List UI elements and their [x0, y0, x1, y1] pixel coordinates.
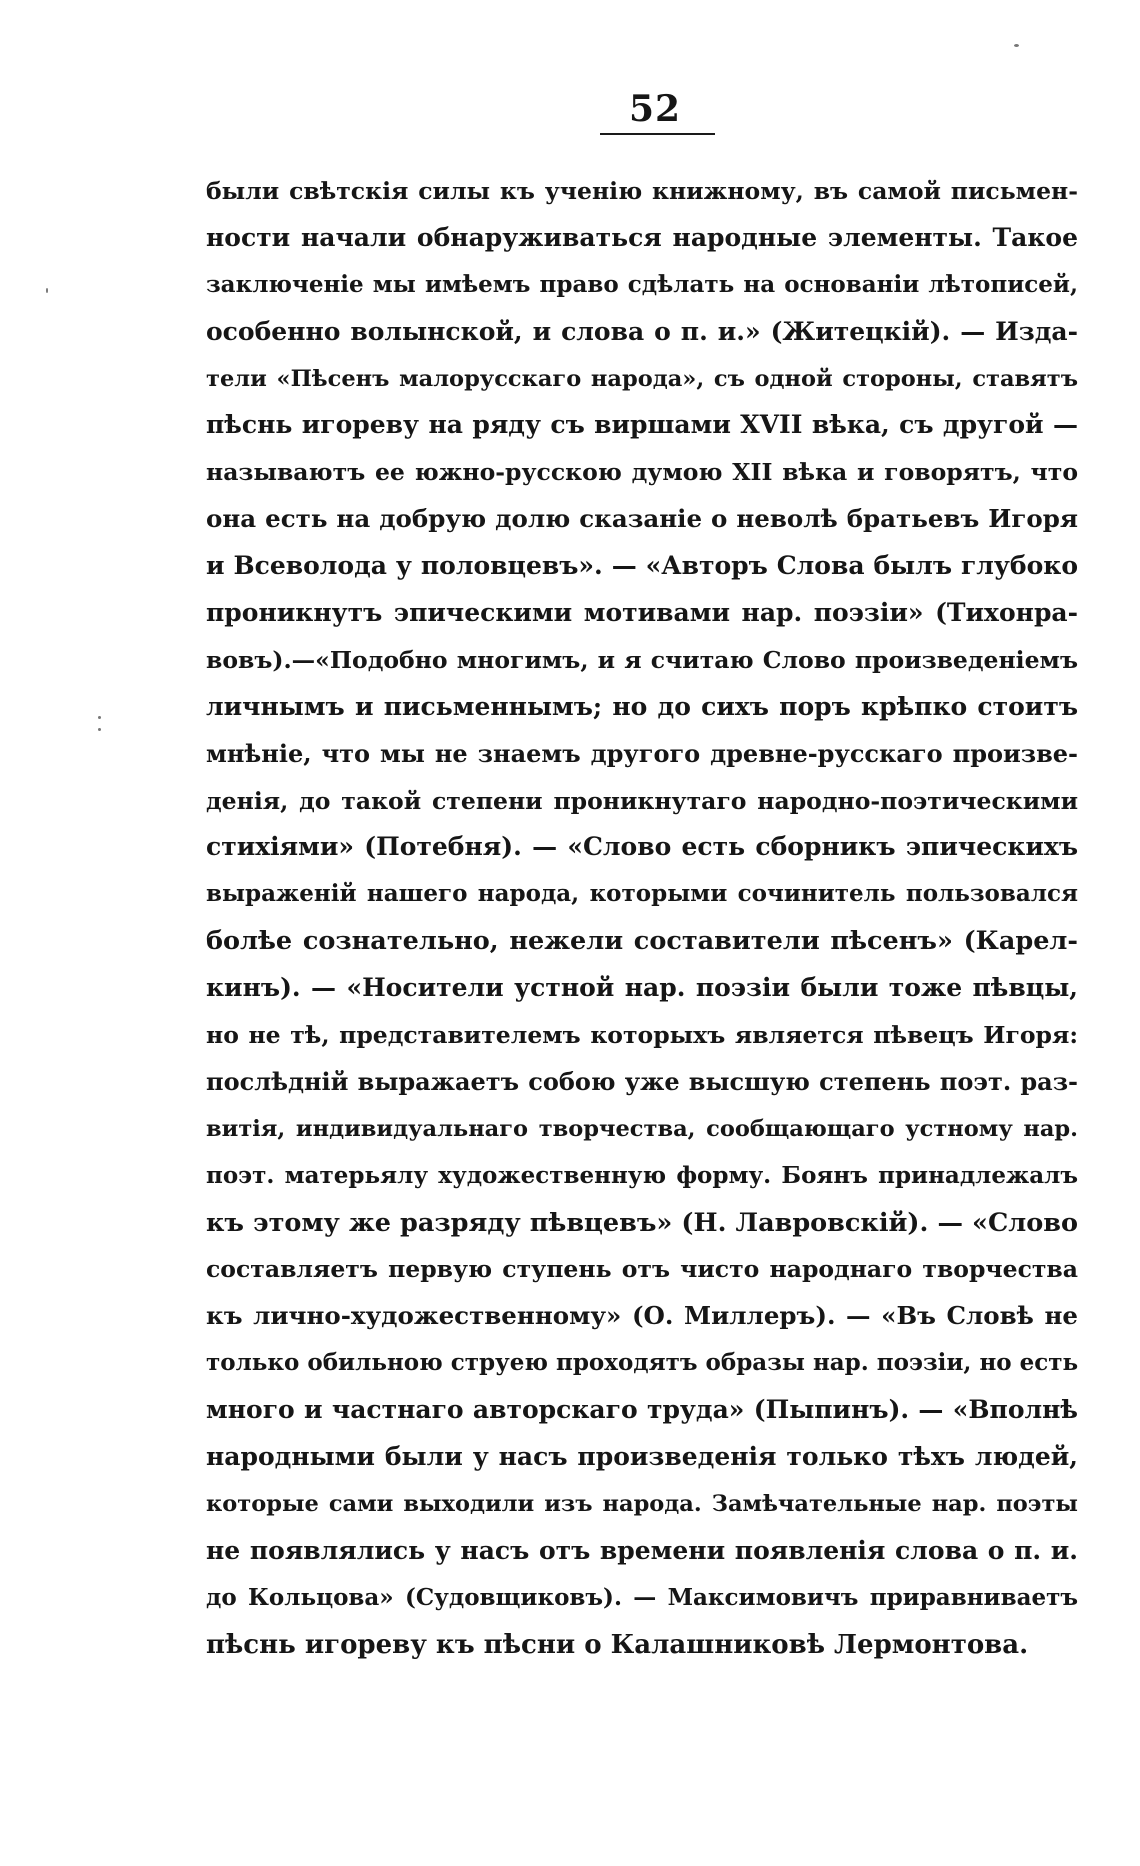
text-line: она есть на добрую долю сказаніе о неволѣ братьевъ Игоря — [206, 504, 1078, 534]
text-line: называютъ ее южно-русскою думою XII вѣка и говорятъ, что — [206, 458, 1078, 487]
text-line: и Всеволода у половцевъ». — «Авторъ Слова былъ глубоко — [206, 551, 1078, 581]
scan-speck — [1014, 44, 1019, 47]
header-rule — [600, 133, 715, 135]
text-line: заключеніе мы имѣемъ право сдѣлать на основаніи лѣтописей, — [206, 270, 1078, 298]
text-line: не появлялись у насъ отъ времени появленія слова о п. и. — [206, 1535, 1078, 1565]
text-line: проникнутъ эпическими мотивами нар. поэзіи» (Тихонра- — [206, 598, 1078, 628]
text-line: особенно волынской, и слова о п. и.» (Житецкій). — Изда- — [206, 316, 1078, 346]
text-line: ности начали обнаруживаться народные элементы. Такое — [206, 222, 1078, 252]
text-line: много и частнаго авторскаго труда» (Пыпинъ). — «Вполнѣ — [206, 1395, 1078, 1425]
text-line: болѣе сознательно, нежели составители пѣсенъ» (Карел- — [206, 926, 1078, 957]
text-line: личнымъ и письменнымъ; но до сихъ поръ крѣпко стоитъ — [206, 691, 1078, 721]
text-line: денія, до такой степени проникнутаго народно-поэтическими — [206, 786, 1078, 815]
text-line: пѣснь игореву на ряду съ виршами XVII вѣка, съ другой — — [206, 410, 1078, 440]
text-line: витія, индивидуальнаго творчества, сообщающаго устному нар. — [206, 1115, 1078, 1142]
text-line: до Кольцова» (Судовщиковъ). — Максимовичъ приравниваетъ — [206, 1583, 1078, 1611]
scan-speck — [98, 728, 101, 731]
text-line: народными были у насъ произведенія только тѣхъ людей, — [206, 1442, 1078, 1472]
text-line: но не тѣ, представителемъ которыхъ является пѣвецъ Игоря: — [206, 1021, 1078, 1050]
text-line: тели «Пѣсенъ малорусскаго народа», съ одной стороны, ставятъ — [206, 365, 1078, 392]
text-line: поэт. матерьялу художественную форму. Боянъ принадлежалъ — [206, 1161, 1078, 1189]
text-line: были свѣтскія силы къ ученію книжному, въ самой письмен- — [206, 177, 1078, 205]
text-line: вовъ).—«Подобно многимъ, и я считаю Слово произведеніемъ — [206, 645, 1078, 674]
page-number: 52 — [628, 88, 682, 130]
text-line-last: пѣснь игореву къ пѣсни о Калашниковѣ Лермонтова. — [206, 1629, 1029, 1660]
text-line: къ этому же разряду пѣвцевъ» (Н. Лавровскій). — «Слово — [206, 1207, 1078, 1238]
text-line: къ лично-художественному» (О. Миллеръ). — «Въ Словѣ не — [206, 1301, 1078, 1331]
scan-speck — [46, 288, 48, 293]
text-line: которые сами выходили изъ народа. Замѣчательные нар. поэты — [206, 1490, 1078, 1517]
text-line: составляетъ первую ступень отъ чисто народнаго творчества — [206, 1255, 1078, 1284]
text-line: мнѣніе, что мы не знаемъ другого древне-русскаго произве- — [206, 738, 1078, 768]
text-line: послѣдній выражаетъ собою уже высшую степень поэт. раз- — [206, 1066, 1078, 1096]
scan-speck — [98, 716, 101, 719]
text-line: кинъ). — «Носители устной нар. поэзіи были тоже пѣвцы, — [206, 973, 1078, 1003]
text-line: только обильною струею проходятъ образы нар. поэзіи, но есть — [206, 1349, 1078, 1377]
text-line: стихіями» (Потебня). — «Слово есть сборникъ эпическихъ — [206, 832, 1078, 862]
text-line: выраженій нашего народа, которыми сочинитель пользовался — [206, 880, 1078, 908]
body-text — [206, 168, 1078, 1669]
